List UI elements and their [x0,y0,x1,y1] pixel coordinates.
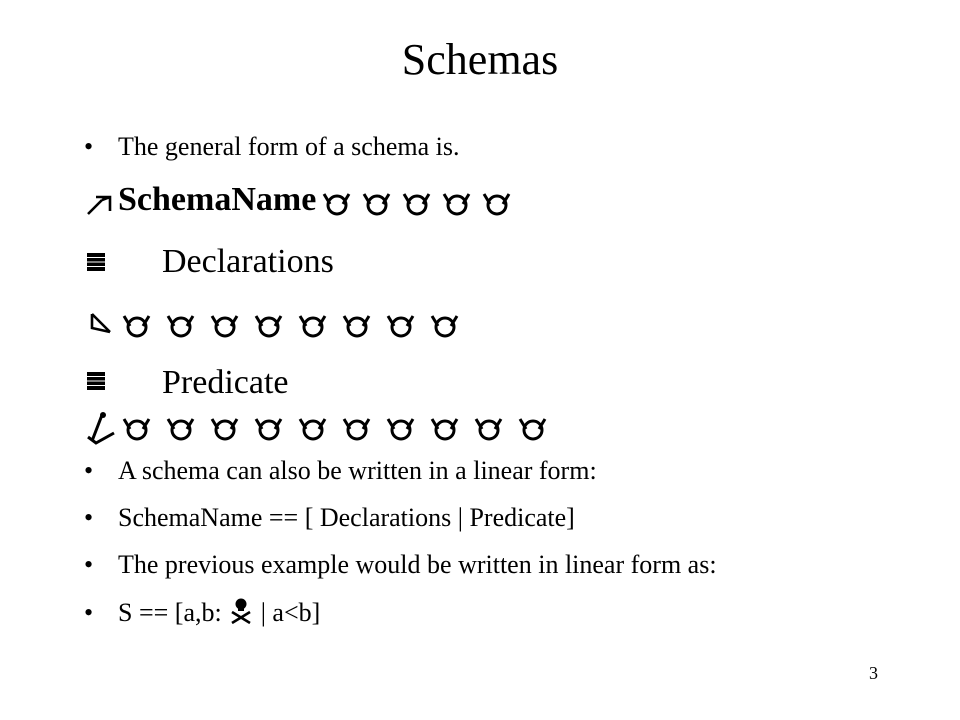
bullet-text: S == [a,b: [118,598,229,627]
schema-declarations: Declarations [162,243,334,280]
bullet-text: The previous example would be written in linear form as: [118,550,717,579]
schema-bottom-line [84,405,558,447]
bullet-marker: • [84,456,94,485]
schema-bottom-corner-icon [84,407,118,447]
bullet-item-intro [84,131,459,163]
bullet-item [84,455,597,487]
schema-divider-corner-icon [84,306,118,342]
bullet-marker: • [84,598,94,627]
schema-bar-bottom-icon [118,407,558,447]
schema-predicate: Predicate [162,364,289,401]
bullet-item [84,549,717,581]
bullet-item [84,502,575,534]
schema-corner-top-icon [84,184,118,220]
bullet-text: The general form of a schema is. [118,132,460,161]
bullet-marker: • [84,503,94,532]
page-number: 3 [869,663,878,683]
schema-bar-middle-icon [118,304,478,344]
schema-vertical-marker-icon [87,372,105,390]
bullet-text: | a<b] [254,598,321,627]
schema-top-line [84,180,522,222]
bullet-text: SchemaName == [ Declarations | Predicate] [118,503,575,532]
bullet-text: A schema can also be written in a linear form: [118,456,597,485]
naturals-symbol-icon [228,596,254,624]
page-title: Schemas [401,35,559,84]
schema-vertical-marker-icon [87,253,105,271]
bullet-marker: • [84,132,94,161]
schema-bar-top-icon [316,182,522,222]
schema-middle-line [84,302,478,344]
schema-name: SchemaName [118,181,317,218]
bullet-item [84,596,320,629]
bullet-marker: • [84,550,94,579]
